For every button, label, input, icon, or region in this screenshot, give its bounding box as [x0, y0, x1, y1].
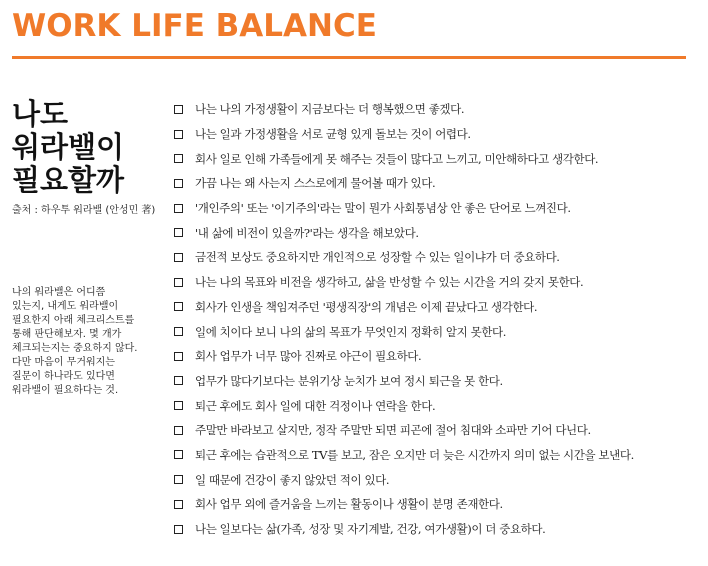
checkbox[interactable] [174, 401, 183, 410]
checklist-item-text: 회사 일로 인해 가족들에게 못 해주는 것들이 많다고 느끼고, 미안해하다고 생각한다. [195, 151, 599, 166]
checklist-item-text: 나는 일보다는 삶(가족, 성장 및 자기계발, 건강, 여가생활)이 더 중요하다. [195, 522, 546, 537]
checklist-item-text: '내 삶에 비전이 있을까?'라는 생각을 해보았다. [195, 225, 419, 240]
checkbox[interactable] [174, 475, 183, 484]
checklist-item-text: 일에 치이다 보니 나의 삶의 목표가 무엇인지 정확히 알지 못한다. [195, 324, 506, 339]
checkbox[interactable] [174, 105, 183, 114]
checkbox[interactable] [174, 204, 183, 213]
checklist-item [174, 344, 634, 369]
checklist-item [174, 146, 634, 171]
checklist-item-text: 나는 일과 가정생활을 서로 균형 있게 돌보는 것이 어렵다. [195, 127, 471, 142]
checklist-item [174, 196, 634, 221]
checklist-item-text: 업무가 많다기보다는 분위기상 눈치가 보여 정시 퇴근을 못 한다. [195, 373, 503, 388]
checklist-item [174, 270, 634, 295]
checklist-item-text: 나는 나의 목표와 비전을 생각하고, 삶을 반성할 수 있는 시간을 거의 갖지 못한다. [195, 275, 584, 290]
checkbox[interactable] [174, 352, 183, 361]
checkbox[interactable] [174, 278, 183, 287]
checkbox[interactable] [174, 253, 183, 262]
checklist-item-text: 나는 나의 가정생활이 지금보다는 더 행복했으면 좋겠다. [195, 102, 465, 117]
checkbox[interactable] [174, 154, 183, 163]
main-title: 나도 워라밸이 필요할까 [12, 97, 125, 197]
checkbox[interactable] [174, 376, 183, 385]
checklist-item [174, 122, 634, 147]
checklist-item [174, 393, 634, 418]
checklist-item [174, 443, 634, 468]
checkbox[interactable] [174, 228, 183, 237]
checklist-item [174, 418, 634, 443]
checkbox[interactable] [174, 302, 183, 311]
checklist [174, 97, 634, 541]
checklist-item-text: 금전적 보상도 중요하지만 개인적으로 성장할 수 있는 일이냐가 더 중요하다. [195, 250, 560, 265]
checklist-item-text: '개인주의' 또는 '이기주의'라는 말이 뭔가 사회통념상 안 좋은 단어로 느껴진다. [195, 201, 571, 216]
checklist-item-text: 가끔 나는 왜 사는지 스스로에게 물어볼 때가 있다. [195, 176, 436, 191]
checklist-item-text: 회사 업무가 너무 많아 진짜로 야근이 필요하다. [195, 349, 422, 364]
checkbox[interactable] [174, 179, 183, 188]
checklist-item-text: 퇴근 후에는 습관적으로 TV를 보고, 잠은 오지만 더 늦은 시간까지 의미 없는 시간을 보낸다. [195, 447, 634, 462]
checklist-item-text: 회사 업무 외에 즐거움을 느끼는 활동이나 생활이 분명 존재한다. [195, 497, 503, 512]
page-header-title: WORK LIFE BALANCE [12, 8, 377, 44]
checklist-item-text: 퇴근 후에도 회사 일에 대한 걱정이나 연락을 한다. [195, 398, 436, 413]
checklist-item [174, 245, 634, 270]
left-column [12, 98, 162, 218]
checklist-item [174, 220, 634, 245]
checklist-item [174, 492, 634, 517]
checklist-item [174, 467, 634, 492]
header-divider [12, 56, 686, 59]
checklist-item [174, 369, 634, 394]
checkbox[interactable] [174, 500, 183, 509]
checklist-item [174, 295, 634, 320]
checklist-item-text: 회사가 인생을 책임져주던 '평생직장'의 개념은 이제 끝났다고 생각한다. [195, 299, 538, 314]
checkbox[interactable] [174, 130, 183, 139]
checkbox[interactable] [174, 450, 183, 459]
checklist-item [174, 319, 634, 344]
checklist-item-text: 주말만 바라보고 살지만, 정작 주말만 되면 피곤에 절어 침대와 소파만 기어 다닌다. [195, 423, 591, 438]
checklist-item [174, 97, 634, 122]
checkbox[interactable] [174, 525, 183, 534]
checklist-item-text: 일 때문에 건강이 좋지 않았던 적이 있다. [195, 472, 390, 487]
checklist-item [174, 171, 634, 196]
intro-text: 나의 워라밸은 어디쯤 있는지, 내게도 워라밸이 필요한지 아래 체크리스트를 통해 판단해보자. 몇 개가 체크되는지는 중요하지 않다. 다만 마음이 무거워지는 질문이 하나라도 있다면 워라밸이 필요하다는 것. [12, 287, 138, 396]
checkbox[interactable] [174, 426, 183, 435]
source-credit: 출처 : 하우투 워라밸 (안성민 著) [12, 205, 156, 216]
checkbox[interactable] [174, 327, 183, 336]
checklist-item [174, 517, 634, 542]
